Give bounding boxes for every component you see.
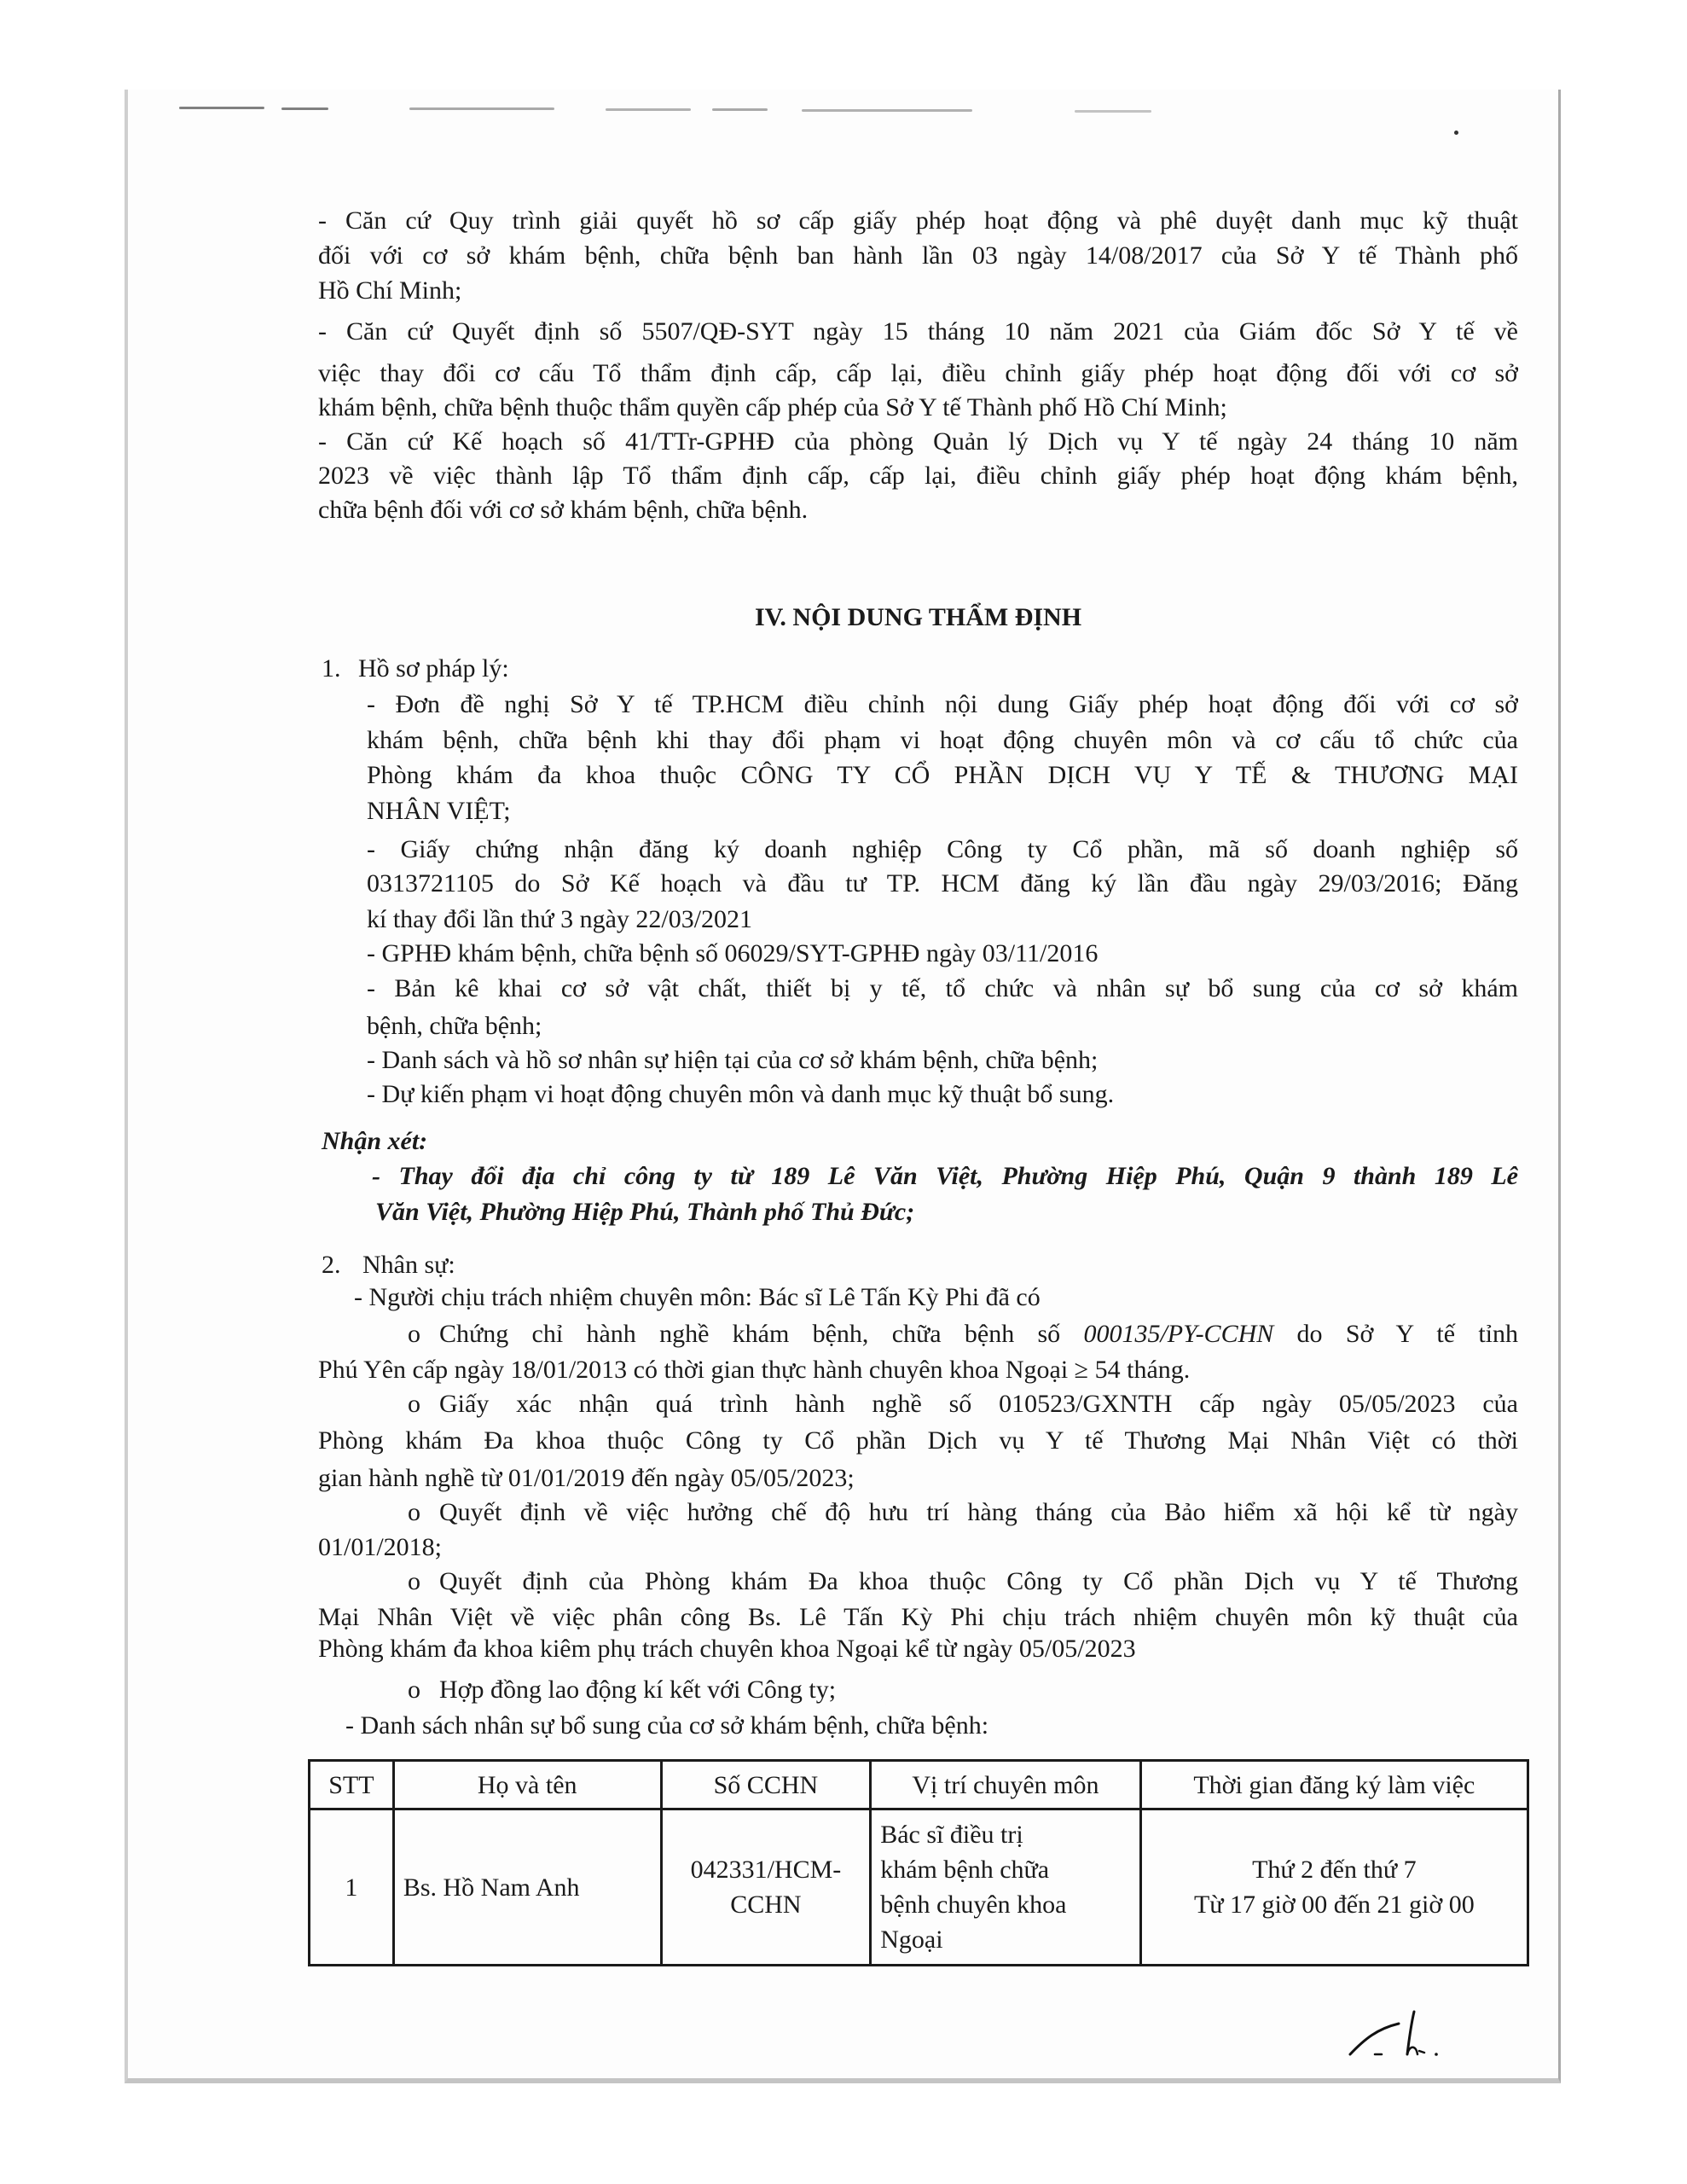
legal-item-line: - Dự kiến phạm vi hoạt động chuyên môn và danh mục kỹ thuật bổ sung. <box>367 1080 1115 1108</box>
bullet-continuation: 01/01/2018; <box>318 1533 443 1561</box>
scan-artifact <box>179 107 264 109</box>
preamble-line: việc thay đổi cơ cấu Tổ thẩm định cấp, cấp lại, điều chỉnh giấy phép hoạt động đối với cơ sở <box>318 359 1518 387</box>
table-header-row <box>310 1761 1528 1809</box>
list-intro: - Danh sách nhân sự bổ sung của cơ sở khám bệnh, chữa bệnh: <box>345 1711 989 1740</box>
column-header: Số CCHN <box>661 1761 871 1809</box>
bullet-item <box>408 1564 1518 1599</box>
personnel-title: Nhân sự: <box>362 1251 455 1279</box>
cell-cchn <box>661 1809 871 1966</box>
cchn-line: 042331/HCM- <box>690 1856 842 1884</box>
preamble-line: 2023 về việc thành lập Tổ thẩm định cấp, cấp lại, điều chỉnh giấy phép hoạt động khám bệnh, <box>318 462 1518 490</box>
preamble-line: khám bệnh, chữa bệnh thuộc thẩm quyền cấp phép của Sở Y tế Thành phố Hồ Chí Minh; <box>318 393 1227 421</box>
scan-artifact <box>1075 110 1151 113</box>
table-row <box>310 1809 1528 1966</box>
cchn-number: 000135/PY-CCHN <box>1083 1320 1274 1348</box>
preamble-line: chữa bệnh đối với cơ sở khám bệnh, chữa bệnh. <box>318 496 809 524</box>
legal-item-line: - Đơn đề nghị Sở Y tế TP.HCM điều chỉnh nội dung Giấy phép hoạt động đối với cơ sở <box>367 690 1518 718</box>
cell-name: Bs. Hồ Nam Anh <box>393 1809 661 1966</box>
preamble-line: - Căn cứ Quyết định số 5507/QĐ-SYT ngày 15 tháng 10 năm 2021 của Giám đốc Sở Y tế về <box>318 317 1518 346</box>
preamble-line: Hồ Chí Minh; <box>318 276 462 305</box>
scan-artifact <box>606 108 691 111</box>
column-header: Họ và tên <box>393 1761 661 1809</box>
position-line: khám bệnh chữa <box>880 1856 1050 1884</box>
personnel-number: 2. <box>322 1251 341 1279</box>
legal-item-line: bệnh, chữa bệnh; <box>367 1012 542 1040</box>
cell-position <box>871 1809 1140 1966</box>
bullet-text: Chứng chỉ hành nghề khám bệnh, chữa bệnh số <box>439 1320 1084 1348</box>
scan-artifact <box>1454 131 1458 135</box>
bullet-icon: o <box>408 1567 420 1595</box>
bullet-icon: o <box>408 1676 420 1704</box>
scan-artifact <box>409 107 554 110</box>
bullet-continuation: Phú Yên cấp ngày 18/01/2013 có thời gian thực hành chuyên khoa Ngoại ≥ 54 tháng. <box>318 1356 1191 1384</box>
bullet-item <box>408 1672 836 1707</box>
preamble-line: - Căn cứ Kế hoạch số 41/TTr-GPHĐ của phòng Quản lý Dịch vụ Y tế ngày 24 tháng 10 năm <box>318 427 1518 456</box>
legal-item-line: khám bệnh, chữa bệnh khi thay đổi phạm vi hoạt động chuyên môn và cơ cấu tổ chức của <box>367 726 1518 754</box>
bullet-text: Quyết định của Phòng khám Đa khoa thuộc Công ty Cổ phần Dịch vụ Y tế Thương <box>439 1567 1518 1595</box>
column-header: Vị trí chuyên môn <box>871 1761 1140 1809</box>
legal-item-line: - Bản kê khai cơ sở vật chất, thiết bị y tế, tổ chức và nhân sự bổ sung của cơ sở khám <box>367 974 1518 1002</box>
legal-item-line: 0313721105 do Sở Kế hoạch và đầu tư TP. HCM đăng ký lần đầu ngày 29/03/2016; Đăng <box>367 869 1518 897</box>
personnel-head: - Người chịu trách nhiệm chuyên môn: Bác sĩ Lê Tấn Kỳ Phi đã có <box>354 1283 1041 1311</box>
staff-table <box>308 1759 1529 1966</box>
preamble-line: đối với cơ sở khám bệnh, chữa bệnh ban hành lần 03 ngày 14/08/2017 của Sở Y tế Thành phố <box>318 241 1518 270</box>
legal-item-line: kí thay đổi lần thứ 3 ngày 22/03/2021 <box>367 905 753 933</box>
column-header: Thời gian đăng ký làm việc <box>1140 1761 1528 1809</box>
bullet-text: do Sở Y tế tỉnh <box>1273 1320 1518 1348</box>
schedule-line: Thứ 2 đến thứ 7 <box>1252 1856 1417 1884</box>
preamble-line: - Căn cứ Quy trình giải quyết hồ sơ cấp giấy phép hoạt động và phê duyệt danh mục kỹ thuật <box>318 206 1518 235</box>
scan-artifact <box>712 108 768 111</box>
legal-item-line: - GPHĐ khám bệnh, chữa bệnh số 06029/SYT-GPHĐ ngày 03/11/2016 <box>367 939 1099 967</box>
position-line: bệnh chuyên khoa <box>880 1891 1067 1919</box>
position-line: Bác sĩ điều trị <box>880 1821 1023 1849</box>
bullet-item <box>408 1316 1518 1351</box>
legal-number: 1. <box>322 654 341 682</box>
scan-artifact <box>802 109 972 112</box>
bullet-icon: o <box>408 1498 420 1526</box>
cell-schedule <box>1140 1809 1528 1966</box>
signature <box>1348 2005 1450 2065</box>
remark-line: - Thay đổi địa chỉ công ty từ 189 Lê Văn Việt, Phường Hiệp Phú, Quận 9 thành 189 Lê <box>372 1162 1518 1190</box>
bullet-continuation: Mại Nhân Việt về việc phân công Bs. Lê Tấn Kỳ Phi chịu trách nhiệm chuyên môn kỹ thuật của <box>318 1603 1518 1631</box>
legal-item-line: Phòng khám đa khoa thuộc CÔNG TY CỔ PHẦN DỊCH VỤ Y TẾ & THƯƠNG MẠI <box>367 761 1518 789</box>
legal-item-line: - Danh sách và hồ sơ nhân sự hiện tại của cơ sở khám bệnh, chữa bệnh; <box>367 1046 1099 1074</box>
cell-stt: 1 <box>310 1809 394 1966</box>
bullet-icon: o <box>408 1320 420 1348</box>
bullet-item <box>408 1386 1518 1421</box>
remark-line: Văn Việt, Phường Hiệp Phú, Thành phố Thủ Đức; <box>375 1198 915 1226</box>
bullet-text: Quyết định về việc hưởng chế độ hưu trí hàng tháng của Bảo hiểm xã hội kể từ ngày <box>439 1498 1518 1526</box>
bullet-text: Hợp đồng lao động kí kết với Công ty; <box>439 1676 837 1704</box>
section-title: IV. NỘI DUNG THẨM ĐỊNH <box>754 603 1082 631</box>
schedule-line: Từ 17 giờ 00 đến 21 giờ 00 <box>1193 1891 1475 1919</box>
cchn-line: CCHN <box>730 1891 802 1919</box>
bullet-continuation: Phòng khám đa khoa kiêm phụ trách chuyên khoa Ngoại kể từ ngày 05/05/2023 <box>318 1635 1136 1663</box>
legal-title: Hồ sơ pháp lý: <box>358 654 509 682</box>
bullet-item <box>408 1495 1518 1530</box>
legal-item-line: - Giấy chứng nhận đăng ký doanh nghiệp Công ty Cổ phần, mã số doanh nghiệp số <box>367 835 1518 863</box>
column-header: STT <box>310 1761 394 1809</box>
position-line: Ngoại <box>880 1926 943 1954</box>
bullet-continuation: gian hành nghề từ 01/01/2019 đến ngày 05/05/2023; <box>318 1464 855 1492</box>
bullet-continuation: Phòng khám Đa khoa thuộc Công ty Cổ phần Dịch vụ Y tế Thương Mại Nhân Việt có thời <box>318 1426 1518 1455</box>
bullet-icon: o <box>408 1390 420 1418</box>
legal-item-line: NHÂN VIỆT; <box>367 797 511 825</box>
remark-label: Nhận xét: <box>322 1127 428 1155</box>
scan-artifact <box>281 107 328 110</box>
bullet-text: Giấy xác nhận quá trình hành nghề số 010523/GXNTH cấp ngày 05/05/2023 của <box>439 1390 1518 1418</box>
